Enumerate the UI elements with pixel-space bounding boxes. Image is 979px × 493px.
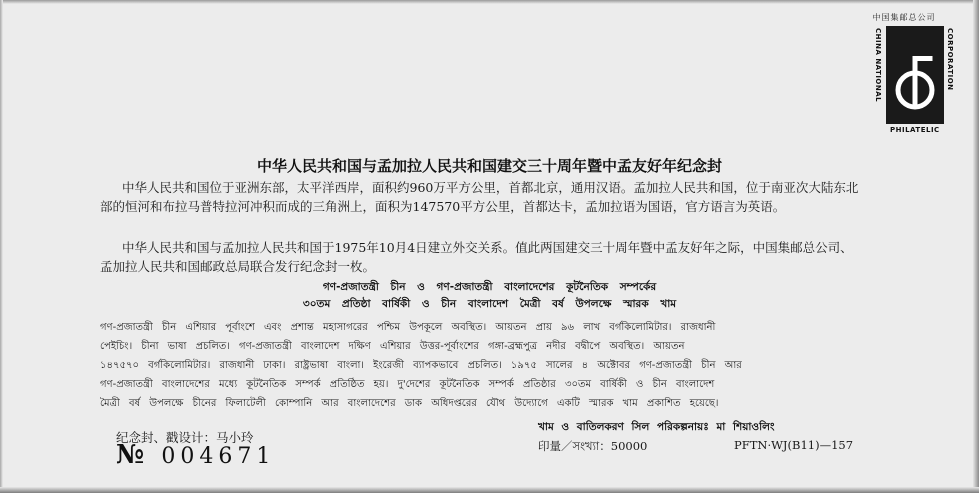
designer-credit: 纪念封、戳设计：马小玲: [116, 430, 254, 445]
cover-code: PFTN·WJ(B11)—157: [734, 438, 854, 452]
logo-text-bottom: PHILATELIC: [890, 126, 940, 134]
bengali-body-line: ১৪৭৫৭০ বর্গকিলোমিটার। রাজধানী ঢাকা। রাষ্ট্রভাষা বাংলা। ইংরেজী ব্যাপকভাবে প্রচলিত। ১৯৭৫ সালের ৪ অক্টোবর গণ-প্রজাতন্ত্রী চীন আর: [100, 360, 742, 371]
serial-number: [116, 440, 275, 470]
logo-text-left: CHINA NATIONAL: [874, 28, 882, 103]
envelope-edge-bottom: [0, 487, 979, 493]
bengali-body-line: মৈত্রী বর্ষ উপলক্ষে চীনের ফিলাটেলী কোম্পানি আর বাংলাদেশের ডাক অধিদপ্তরের যৌথ উদ্যোগে একটি স্মারক খাম প্রকাশিত হয়েছে।: [100, 398, 719, 409]
bengali-body-line: পেইচিং। চীনা ভাষা প্রচলিত। গণ-প্রজাতন্ত্রী বাংলাদেশ দক্ষিণ এশিয়ার উত্তর-পূর্বাংশের গঙ্গা-ব্রহ্মপুত্র নদীর বদ্বীপে অবস্থিত। আয়তন: [100, 341, 685, 352]
envelope-edge-top: [0, 0, 979, 4]
bengali-title-line-1: গণ-প্রজাতন্ত্রী চীন ও গণ-প্রজাতন্ত্রী বাংলাদেশের কূটনৈতিক সম্পর্কের: [322, 281, 657, 293]
bengali-body-line: গণ-প্রজাতন্ত্রী চীন এশিয়ার পূর্বাংশে এবং প্রশান্ত মহাসাগরের পশ্চিম উপকূলে অবস্থিত। আয়তন প্রায় ৯৬ লাখ বর্গকিলোমিটার। রাজধানী: [100, 322, 716, 333]
bengali-body-line: গণ-প্রজাতন্ত্রী বাংলাদেশের মধ্যে কূটনৈতিক সম্পর্ক প্রতিষ্ঠিত হয়। দু'দেশের কূটনৈতিক সম্পর্ক প্রতিষ্ঠার ৩০তম বার্ষিকী ও চীন বাংলাদেশ: [100, 379, 715, 390]
envelope-edge-left: [0, 0, 3, 493]
logo-chinese-text: 中国集邮总公司: [872, 13, 936, 22]
chinese-paragraph-2: 中华人民共和国与孟加拉人民共和国于1975年10月4日建立外交关系。值此两国建交三十周年暨中孟友好年之际，中国集邮总公司、孟加拉人民共和国邮政总局联合发行纪念封一枚。: [100, 240, 853, 274]
serial-digits: 004671: [161, 444, 276, 469]
print-quantity: 印量／সংখ্যা：50000: [538, 439, 648, 453]
logo-text-right: CORPORATION: [946, 28, 954, 91]
china-philatelic-logo: [872, 26, 954, 134]
envelope-edge-right: [973, 0, 979, 493]
logo-symbol-icon: [886, 26, 944, 124]
document-title: 中华人民共和国与孟加拉人民共和国建交三十周年暨中孟友好年纪念封: [256, 157, 722, 175]
serial-prefix: №: [116, 440, 149, 470]
bengali-title-line-2: ৩০তম প্রতিষ্ঠা বার্ষিকী ও চীন বাংলাদেশ মৈত্রী বর্ষ উপলক্ষে স্মারক খাম: [302, 298, 677, 310]
chinese-paragraph-1: 中华人民共和国位于亚洲东部，太平洋西岸，面积约960万平方公里，首都北京，通用汉语。孟加拉人民共和国，位于南亚次大陆东北部的恒河和布拉马普特拉河冲积而成的三角洲上，面积为147570平方公里，首都达卡，孟加拉语为国语，官方语言为英语。: [100, 180, 859, 214]
logo-emblem: [886, 26, 944, 124]
bengali-designer-credit: খাম ও বাতিলকরণ সিল পরিকল্পনায়ঃ মা শিয়াওলিং: [538, 421, 775, 433]
